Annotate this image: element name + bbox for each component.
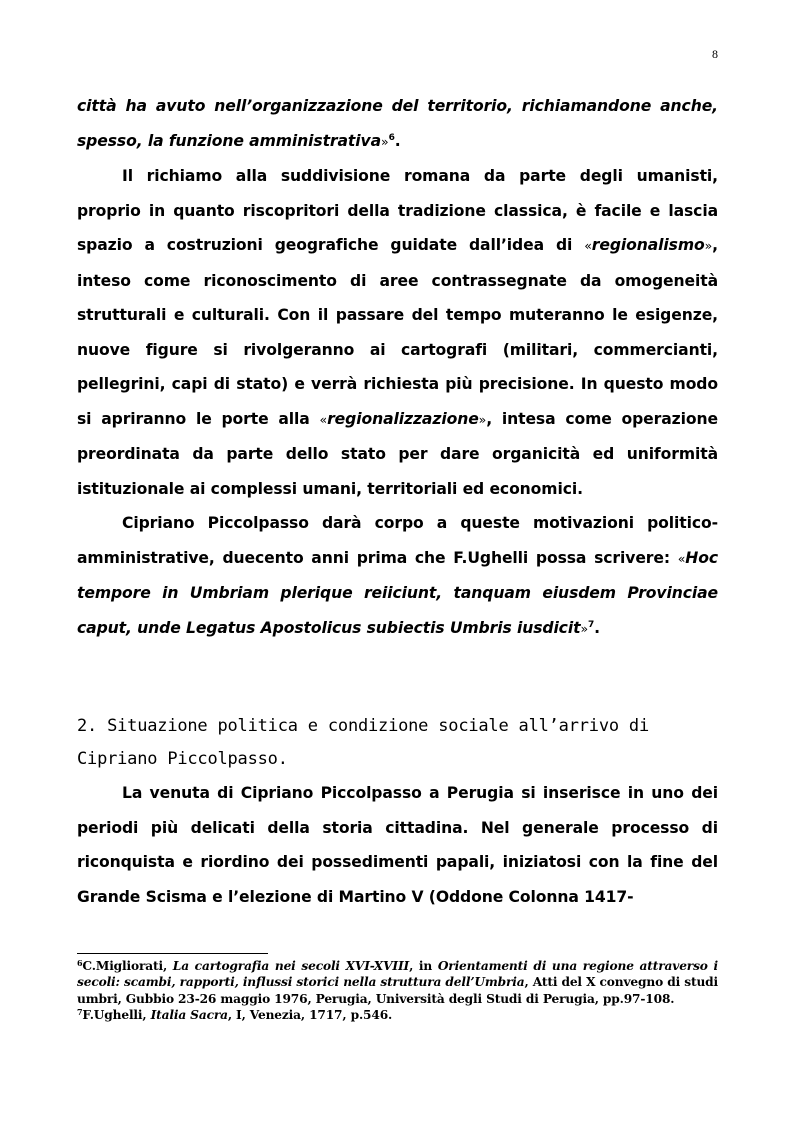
footnote-author: C.Migliorati, (82, 959, 173, 973)
latin-quote: Hoc tempore in Umbriam plerique reiiciunt, tanquam eiusdem Provinciae caput, unde Legatus Apostolicus subiectis Umbris iusdicit (77, 548, 718, 637)
term-regionalizzazione: regionalizzazione (327, 409, 479, 428)
footnotes (77, 958, 718, 1024)
guillemet-close: » (478, 411, 487, 427)
section-text (77, 776, 718, 914)
quote-text: città ha avuto nell’organizzazione del territorio, richiamandone anche, spesso, la funzione amministrativa (77, 97, 718, 150)
text-run: , intesa come operazione preordinata da parte dello stato per dare organicità ed uniformità istituzionale ai complessi umani, territoriali ed economici. (77, 409, 718, 498)
text-run: Cipriano Piccolpasso darà corpo a queste motivazioni politico-amministrative, duecento anni prima che F.Ughelli possa scrivere: (77, 514, 718, 567)
text-run: , in (409, 959, 438, 973)
section-heading: 2. Situazione politica e condizione sociale all’arrivo di Cipriano Piccolpasso. (77, 716, 649, 769)
footnote-series: Orientamenti di una regione attraverso i secoli: scambi, rapporti, influssi storici nella struttura dell’Umbria (77, 959, 718, 990)
footnote-ref-6[interactable]: 6 (388, 132, 395, 143)
footnote-details: , Atti del X convegno di studi umbri, Gubbio 23-26 maggio 1976, Perugia, Università degli Studi di Perugia, pp.97-108. (77, 975, 719, 1006)
term-regionalismo: regionalismo (591, 236, 705, 254)
footnote-mark: 6 (77, 958, 83, 968)
quote-continuation-paragraph (77, 89, 718, 159)
footnote-author: F.Ughelli, (82, 1008, 151, 1023)
footnote-details: , I, Venezia, 1717, p.546. (227, 1008, 393, 1023)
footnote-7 (77, 1007, 718, 1023)
guillemet-open: « (584, 238, 592, 253)
footnote-ref-7[interactable]: 7 (588, 619, 595, 630)
sentence-end: . (594, 618, 600, 637)
guillemet-close: » (381, 133, 389, 149)
paragraph-regionalismo (77, 159, 718, 506)
guillemet-close: » (704, 238, 713, 253)
footnote-6 (77, 958, 718, 1007)
guillemet-open: « (319, 411, 328, 427)
paragraph-venuta: La venuta di Cipriano Piccolpasso a Perugia si inserisce in uno dei periodi più delicati della storia cittadina. Nel generale processo di riconquista e riordino dei possedimenti papali, iniziatosi con la fine del Grande Scisma e l’elezione di Martino V (Oddone Colonna 1417- (77, 784, 718, 906)
guillemet-open: « (677, 550, 686, 566)
paragraph-piccolpasso (77, 506, 718, 646)
page-number: 8 (712, 47, 718, 61)
guillemet-close: » (580, 620, 588, 636)
sentence-end: . (394, 131, 401, 150)
text-run: , inteso come riconoscimento di aree contrassegnate da omogeneità strutturali e culturali. Con il passare del tempo muteranno le esigenze, nuove figure si rivolgeranno ai cartografi (militari, commercianti, pellegrini, capi di stato) e verrà richiesta più precisione. In questo modo si apriranno le porte alla (77, 236, 718, 428)
text-run: Il richiamo alla suddivisione romana da parte degli umanisti, proprio in quanto riscopritori della tradizione classica, è facile e lascia spazio a costruzioni geografiche guidate dall’idea di (77, 167, 718, 254)
footnote-mark: 7 (77, 1007, 83, 1018)
main-text (77, 89, 718, 646)
footnote-separator (77, 953, 268, 954)
footnote-title: Italia Sacra (150, 1008, 228, 1023)
footnote-title: La cartografia nei secoli XVI-XVIII (172, 959, 410, 973)
